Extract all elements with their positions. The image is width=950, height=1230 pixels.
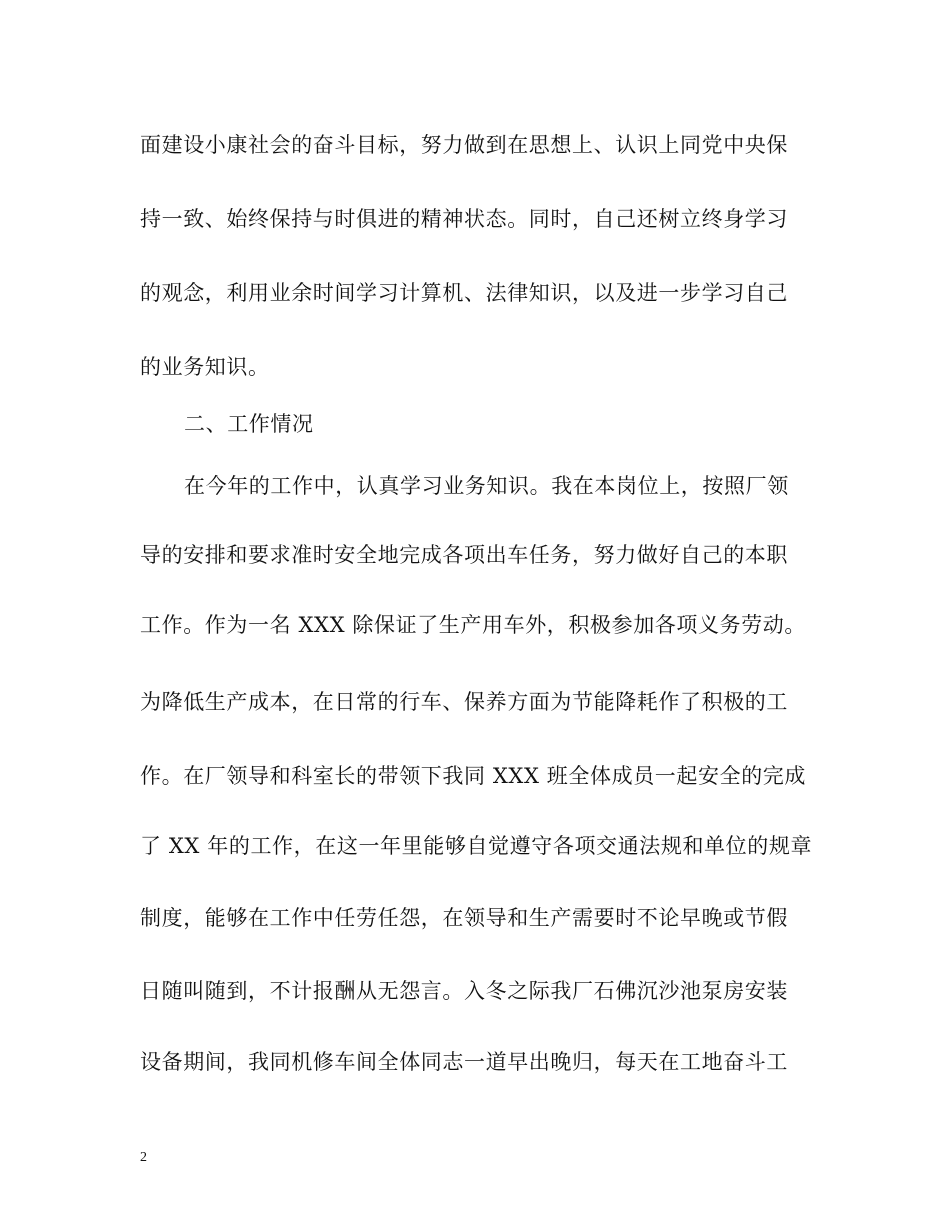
section-heading: 二、工作情况 xyxy=(184,412,314,436)
body-text-line: 日随叫随到，不计报酬从无怨言。入冬之际我厂石佛沉沙池泵房安装 xyxy=(140,979,788,1003)
page-number: 2 xyxy=(140,1150,147,1165)
body-text-line: 工作。作为一名 XXX 除保证了生产用车外，积极参加各项义务劳动。 xyxy=(140,613,806,637)
body-text-line: 了 XX 年的工作，在这一年里能够自觉遵守各项交通法规和单位的规章 xyxy=(140,834,813,858)
body-text-line: 导的安排和要求准时安全地完成各项出车任务，努力做好自己的本职 xyxy=(140,543,788,567)
body-text-line: 设备期间，我同机修车间全体同志一道早出晚归，每天在工地奋斗工 xyxy=(140,1050,788,1074)
body-text-line: 的业务知识。 xyxy=(140,355,270,379)
body-text-line: 制度，能够在工作中任劳任怨，在领导和生产需要时不论早晚或节假 xyxy=(140,906,788,930)
body-text-line: 面建设小康社会的奋斗目标，努力做到在思想上、认识上同党中央保 xyxy=(140,133,788,157)
body-text-line: 持一致、始终保持与时俱进的精神状态。同时，自己还树立终身学习 xyxy=(140,207,788,231)
body-text-line: 作。在厂领导和科室长的带领下我同 XXX 班全体成员一起安全的完成 xyxy=(140,764,806,788)
body-text-line: 为降低生产成本，在日常的行车、保养方面为节能降耗作了积极的工 xyxy=(140,690,788,714)
body-text-line: 的观念，利用业余时间学习计算机、法律知识，以及进一步学习自己 xyxy=(140,281,788,305)
body-text-line: 在今年的工作中，认真学习业务知识。我在本岗位上，按照厂领 xyxy=(184,474,789,498)
